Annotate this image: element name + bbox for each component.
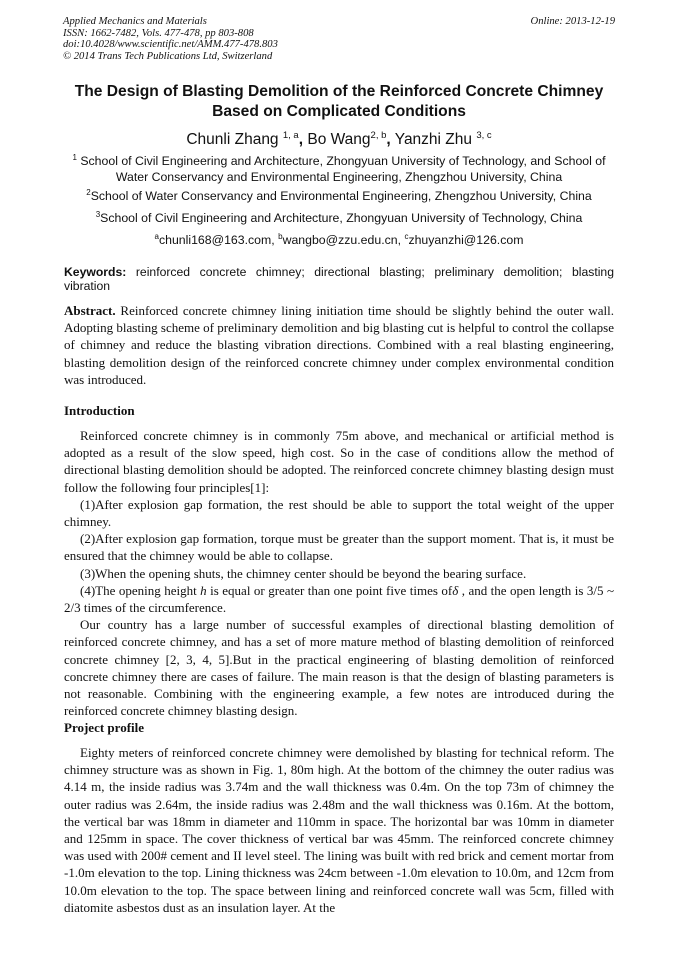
- author-name: Bo Wang: [307, 131, 371, 149]
- email-address[interactable]: zhuyanzhi@126.com: [408, 233, 524, 248]
- copyright-line: © 2014 Trans Tech Publications Ltd, Switzerland: [63, 50, 273, 62]
- author-sup: 3, c: [476, 130, 492, 141]
- affiliation-3: [40, 207, 638, 227]
- paragraph: Reinforced concrete chimney is in commonly 75m above, and mechanical or artificial method is adopted as a result of the slow speed, high cost. So in the case of conditions allow the method of directional blasting demolition should be adopted. The reinforced concrete chimney blasting design must follow the following four principles[1]:: [64, 428, 614, 495]
- text-run: is equal or greater than one point five times of: [206, 582, 453, 598]
- email-list: $^a$chunli168@163.com, $^b$wangbo@zzu.edu.cn, $^c$zhuyanzhi@126.com: [154, 232, 524, 248]
- paragraph: (2)After explosion gap formation, torque must be greater than the support moment. That is, it must be ensured that the chimney would be able to collapse.: [64, 531, 614, 564]
- affiliation-2: [40, 185, 638, 205]
- keywords-text: reinforced concrete chimney; directional blasting; preliminary demolition; blasting vibration: [64, 265, 614, 293]
- email-sup: a: [154, 232, 159, 241]
- section-heading-project-profile: Project profile: [64, 720, 145, 735]
- online-date: Online: 2013-12-19: [530, 16, 615, 27]
- email-sup: b: [278, 232, 283, 241]
- project-body: [64, 744, 614, 916]
- email-address[interactable]: wangbo@zzu.edu.cn: [282, 233, 398, 248]
- affiliation-text: Water Conservancy and Environmental Engineering, Zhengzhou University, China: [115, 169, 563, 184]
- text-run: , and the open length is 3/5 ~ 2/3 times of the circumference.: [64, 582, 615, 616]
- affiliation-text: School of Civil Engineering and Architecture, Zhongyuan University of Technology, China: [100, 211, 583, 226]
- affiliation-text: School of Civil Engineering and Architecture, Zhongyuan University of Technology, and School of: [80, 154, 606, 169]
- paragraph: (1)After explosion gap formation, the rest should be able to support the total weight of the upper chimney.: [64, 496, 614, 530]
- paper-title: [40, 82, 638, 122]
- text-run: (4)The opening height: [80, 582, 201, 598]
- math-symbol: h: [200, 582, 207, 598]
- email-sup: c: [404, 232, 409, 241]
- author-sup: 1, a: [282, 130, 299, 141]
- paragraph: Eighty meters of reinforced concrete chimney were demolished by blasting for technical reform. The chimney structure was as shown in Fig. 1, 80m high. At the bottom of the chimney the outer radius was 4.14 m, the inside radius was 3.74m and the wall thickness was 0.4m. On the top 73m of chimney the outer radius was 2.64m, the inside radius was 2.48m and the wall thickness was 0.16m. At the bottom, the vertical bar was 18mm in diameter and 110mm in space. The horizontal bar was 10mm in diameter and 125mm in space. The cover thickness of vertical bar was 45mm. The reinforced concrete chimney was used with 200# cement and II level steel. The lining was built with red brick and cement mortar from -1.0m elevation to the top. Lining thickness was 24cm between -1.0m elevation to 10.0m, and 12cm from 10.0m elevation to the top. The space between lining and reinforced concrete wall was 5cm, filled with diatomite asbestos dust as an insulation layer. At the: [64, 745, 614, 915]
- abstract: [64, 302, 614, 388]
- author-list: Chunli Zhang $^{1, a}$, Bo Wang$^{2, b}$, Yanzhi Zhu $^{3, c}$: [186, 130, 492, 149]
- journal-header: [63, 16, 615, 62]
- journal-name: Applied Mechanics and Materials: [63, 16, 207, 27]
- author-name: Chunli Zhang: [186, 131, 279, 149]
- introduction-body: [64, 427, 614, 719]
- keywords: [64, 266, 614, 293]
- affiliation-sup: 3: [95, 210, 101, 219]
- paragraph: Our country has a large number of successful examples of directional blasting demolition of reinforced concrete chimney, and has a set of more mature method of blasting demolition of reinforced concrete chimney [2, 3, 4, 5].But in the practical engineering of blasting demolition of reinforced concrete chimney there are cases of failure. The main reason is that the design of blasting parameters is not reasonable. Combining with the engineering example, a few notes are introduced during the reinforced concrete chimney blasting design.: [64, 617, 614, 719]
- doi-line: doi:10.4028/www.scientific.net/AMM.477-478.803: [63, 39, 278, 51]
- title-line-1: The Design of Blasting Demolition of the Reinforced Concrete Chimney: [74, 83, 604, 100]
- affiliation-text: School of Water Conservancy and Environmental Engineering, Zhengzhou University, China: [90, 189, 592, 204]
- affiliation-sup: 2: [86, 188, 91, 197]
- issn-line: ISSN: 1662-7482, Vols. 477-478, pp 803-808: [63, 27, 254, 39]
- math-symbol: δ: [452, 582, 459, 598]
- section-heading-introduction: Introduction: [64, 403, 135, 418]
- paragraph: (3)When the opening shuts, the chimney center should be beyond the bearing surface.: [80, 565, 527, 581]
- abstract-label: Abstract.: [64, 303, 116, 318]
- affiliation-sup: 1: [72, 153, 77, 162]
- title-line-2: Based on Complicated Conditions: [212, 103, 466, 120]
- author-name: Yanzhi Zhu: [394, 131, 473, 149]
- paragraph: [64, 582, 614, 616]
- email-address[interactable]: chunli168@163.com: [158, 233, 272, 248]
- keywords-label: Keywords:: [64, 265, 127, 279]
- affiliation-1: [40, 150, 638, 185]
- author-sup: 2, b: [370, 130, 387, 141]
- abstract-text: Reinforced concrete chimney lining initiation time should be slightly behind the outer wall. Adopting blasting scheme of preliminary demolition and big blasting cut is helpful to control the collapse of chimney and reduce the blasting vibration directions. Combined with a real blasting engineering, blasting demolition design of the reinforced concrete chimney under complex environmental condition was introduced.: [64, 303, 614, 387]
